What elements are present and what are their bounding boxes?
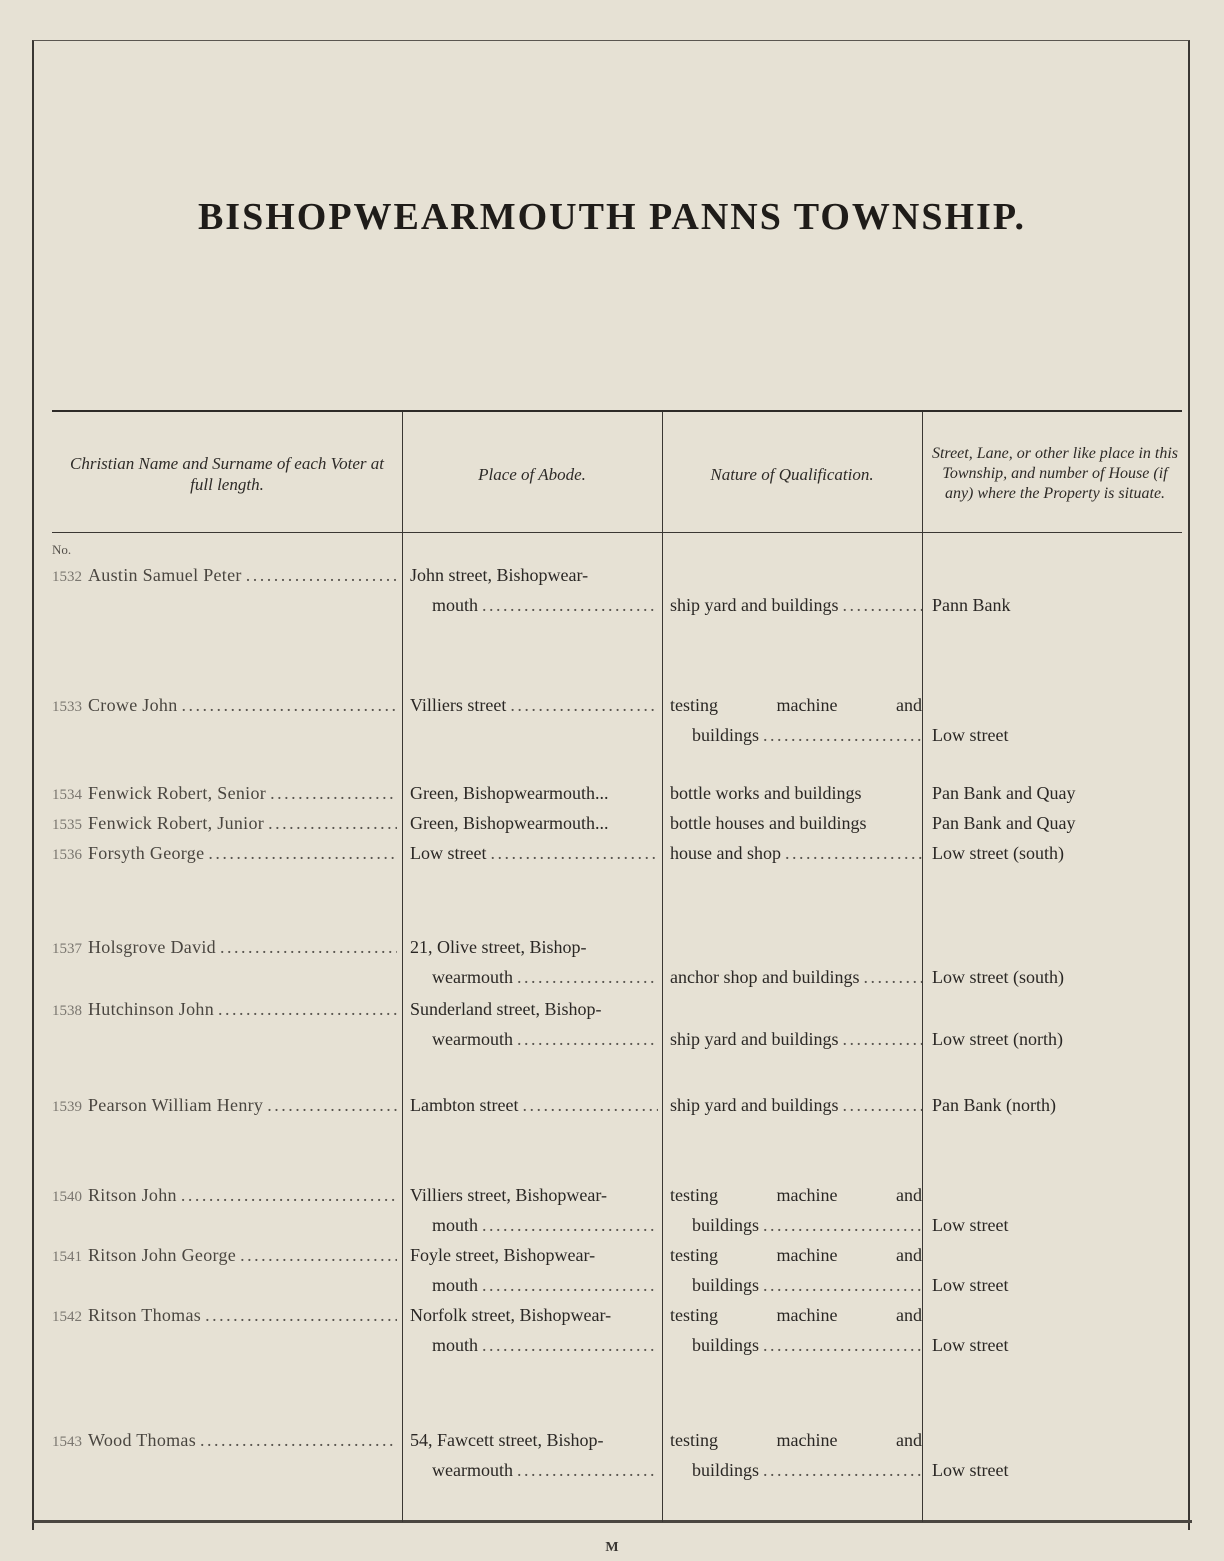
street-text: Low street bbox=[932, 725, 1009, 745]
street-cell bbox=[932, 838, 1172, 868]
qualification-word: testing bbox=[670, 695, 718, 715]
qualification-text: buildings bbox=[692, 1215, 760, 1235]
spacer bbox=[670, 994, 922, 1024]
leader-dots bbox=[763, 1210, 922, 1240]
qualification-word: and bbox=[895, 1430, 922, 1450]
abode-text: 54, Fawcett street, Bishop- bbox=[410, 1430, 604, 1450]
abode-text: wearmouth bbox=[432, 1460, 513, 1480]
leader-dots bbox=[517, 1024, 658, 1054]
street-text: Pan Bank and Quay bbox=[932, 813, 1076, 833]
street-text: Low street bbox=[932, 1460, 1009, 1480]
leader-dots bbox=[268, 808, 397, 838]
voter-name: Fenwick Robert, Junior bbox=[88, 813, 265, 833]
voter-name-cell bbox=[52, 1425, 397, 1457]
voter-name: Wood Thomas bbox=[88, 1430, 197, 1450]
voter-name-cell bbox=[52, 778, 397, 810]
qualification-cell bbox=[670, 690, 922, 750]
leader-dots bbox=[267, 1090, 397, 1120]
leader-dots bbox=[240, 1240, 397, 1270]
voter-name: Ritson John bbox=[88, 1185, 177, 1205]
voter-number: 1532 bbox=[52, 569, 82, 585]
voter-name: Ritson Thomas bbox=[88, 1305, 202, 1325]
leader-dots bbox=[843, 590, 923, 620]
voter-name-cell bbox=[52, 560, 397, 592]
leader-dots bbox=[517, 1455, 658, 1485]
street-text: Low street bbox=[932, 1275, 1009, 1295]
page-title: BISHOPWEARMOUTH PANNS TOWNSHIP. bbox=[197, 196, 1027, 238]
qualification-text bbox=[670, 1425, 922, 1455]
street-cell bbox=[932, 1455, 1172, 1485]
voter-name: Pearson William Henry bbox=[88, 1095, 264, 1115]
leader-dots bbox=[522, 1090, 658, 1120]
qualification-text bbox=[670, 1300, 922, 1330]
spacer bbox=[670, 932, 922, 962]
qualification-cell bbox=[670, 838, 922, 868]
qualification-text: bottle houses and buildings bbox=[670, 813, 867, 833]
column-divider bbox=[922, 412, 923, 1522]
abode-text: wearmouth bbox=[432, 1029, 513, 1049]
qualification-word: and bbox=[895, 1305, 922, 1325]
table-top-rule bbox=[52, 410, 1182, 412]
abode-cell bbox=[410, 1300, 658, 1360]
header-abode: Place of Abode. bbox=[478, 464, 586, 484]
voter-name-cell bbox=[52, 1180, 397, 1212]
leader-dots bbox=[863, 962, 922, 992]
abode-text: Green, Bishopwearmouth... bbox=[410, 783, 609, 803]
qualification-word: machine bbox=[776, 695, 838, 715]
voter-number: 1543 bbox=[52, 1434, 82, 1450]
header-name: Christian Name and Surname of each Voter at full length. bbox=[69, 454, 384, 494]
qualification-word: and bbox=[895, 695, 922, 715]
leader-dots bbox=[220, 932, 397, 962]
leader-dots bbox=[270, 778, 397, 808]
street-cell bbox=[932, 1024, 1172, 1054]
leader-dots bbox=[763, 1330, 922, 1360]
abode-text: mouth bbox=[432, 595, 479, 615]
leader-dots bbox=[208, 838, 397, 868]
abode-cell bbox=[410, 690, 658, 720]
abode-text: mouth bbox=[432, 1335, 479, 1355]
qualification-text bbox=[670, 690, 922, 720]
abode-text: Lambton street bbox=[410, 1095, 519, 1115]
street-text: Low street (south) bbox=[932, 967, 1064, 987]
qualification-text: anchor shop and buildings bbox=[670, 967, 860, 987]
leader-dots bbox=[482, 1270, 658, 1300]
voter-name-cell bbox=[52, 1240, 397, 1272]
abode-cell bbox=[410, 1425, 658, 1485]
street-cell bbox=[932, 720, 1172, 750]
abode-cell bbox=[410, 778, 658, 808]
qualification-word: testing bbox=[670, 1185, 718, 1205]
abode-cell bbox=[410, 560, 658, 620]
qualification-cell bbox=[670, 1180, 922, 1240]
abode-cell bbox=[410, 838, 658, 868]
qualification-cell bbox=[670, 808, 922, 838]
header-street: Street, Lane, or other like place in this Township, and number of House (if any) where the Property is situate. bbox=[931, 445, 1179, 502]
leader-dots bbox=[246, 560, 397, 590]
abode-text: Low street bbox=[410, 843, 487, 863]
qualification-word: testing bbox=[670, 1430, 718, 1450]
qualification-cell bbox=[670, 1425, 922, 1485]
qualification-word: and bbox=[895, 1245, 922, 1265]
leader-dots bbox=[482, 1210, 658, 1240]
street-text: Low street (north) bbox=[932, 1029, 1063, 1049]
qualification-text: ship yard and buildings bbox=[670, 595, 839, 615]
abode-cell bbox=[410, 1090, 658, 1120]
leader-dots bbox=[482, 1330, 658, 1360]
street-cell bbox=[932, 1270, 1172, 1300]
voter-number: 1542 bbox=[52, 1309, 82, 1325]
leader-dots bbox=[482, 590, 658, 620]
qualification-word: machine bbox=[776, 1305, 838, 1325]
leader-dots bbox=[490, 838, 658, 868]
leader-dots bbox=[785, 838, 922, 868]
leader-dots bbox=[763, 1270, 922, 1300]
qualification-word: and bbox=[895, 1185, 922, 1205]
qualification-cell bbox=[670, 1090, 922, 1120]
leader-dots bbox=[763, 1455, 922, 1485]
voter-name-cell bbox=[52, 838, 397, 870]
voter-table bbox=[52, 410, 1182, 1522]
street-text: Low street bbox=[932, 1335, 1009, 1355]
abode-text: John street, Bishopwear- bbox=[410, 565, 589, 585]
qualification-cell bbox=[670, 778, 922, 808]
street-text: Pan Bank (north) bbox=[932, 1095, 1056, 1115]
qualification-text: buildings bbox=[692, 1275, 760, 1295]
header-rule bbox=[52, 532, 1182, 533]
abode-cell bbox=[410, 994, 658, 1054]
voter-name-cell bbox=[52, 1090, 397, 1122]
leader-dots bbox=[843, 1090, 923, 1120]
qualification-word: machine bbox=[776, 1185, 838, 1205]
qualification-text: buildings bbox=[692, 725, 760, 745]
abode-text: Foyle street, Bishopwear- bbox=[410, 1245, 596, 1265]
abode-text: wearmouth bbox=[432, 967, 513, 987]
abode-cell bbox=[410, 1180, 658, 1240]
street-cell bbox=[932, 1090, 1172, 1120]
voter-name: Forsyth George bbox=[88, 843, 205, 863]
qualification-cell bbox=[670, 932, 922, 992]
abode-text: Villiers street, Bishopwear- bbox=[410, 1185, 608, 1205]
qualification-cell bbox=[670, 1300, 922, 1360]
voter-name-cell bbox=[52, 932, 397, 964]
column-divider bbox=[662, 412, 663, 1522]
signature-mark: M bbox=[605, 1540, 619, 1555]
qualification-cell bbox=[670, 1240, 922, 1300]
voter-name-cell bbox=[52, 808, 397, 840]
street-text: Pann Bank bbox=[932, 595, 1011, 615]
qualification-word: machine bbox=[776, 1245, 838, 1265]
qualification-text: buildings bbox=[692, 1335, 760, 1355]
street-cell bbox=[932, 962, 1172, 992]
abode-cell bbox=[410, 808, 658, 838]
voter-number: 1535 bbox=[52, 817, 82, 833]
voter-name-cell bbox=[52, 994, 397, 1026]
street-cell bbox=[932, 590, 1172, 620]
qualification-text: house and shop bbox=[670, 843, 781, 863]
leader-dots bbox=[205, 1300, 397, 1330]
voter-number: 1537 bbox=[52, 941, 82, 957]
abode-cell bbox=[410, 932, 658, 992]
leader-dots bbox=[510, 690, 658, 720]
qualification-cell bbox=[670, 560, 922, 620]
voter-name: Ritson John George bbox=[88, 1245, 237, 1265]
qualification-word: testing bbox=[670, 1245, 718, 1265]
street-text: Pan Bank and Quay bbox=[932, 783, 1076, 803]
street-text: Low street (south) bbox=[932, 843, 1064, 863]
voter-name: Austin Samuel Peter bbox=[88, 565, 242, 585]
leader-dots bbox=[218, 994, 397, 1024]
qualification-text: bottle works and buildings bbox=[670, 783, 862, 803]
leader-dots bbox=[200, 1425, 397, 1455]
number-label: No. bbox=[52, 542, 72, 557]
voter-number: 1540 bbox=[52, 1189, 82, 1205]
qualification-word: machine bbox=[776, 1430, 838, 1450]
leader-dots bbox=[763, 720, 922, 750]
voter-name-cell bbox=[52, 690, 397, 722]
abode-text: Norfolk street, Bishopwear- bbox=[410, 1305, 612, 1325]
street-cell bbox=[932, 1210, 1172, 1240]
street-cell bbox=[932, 808, 1172, 838]
qualification-text: ship yard and buildings bbox=[670, 1029, 839, 1049]
abode-text: mouth bbox=[432, 1275, 479, 1295]
voter-number: 1539 bbox=[52, 1099, 82, 1115]
street-cell bbox=[932, 1330, 1172, 1360]
spacer bbox=[670, 560, 922, 590]
qualification-text bbox=[670, 1240, 922, 1270]
voter-number: 1541 bbox=[52, 1249, 82, 1265]
street-cell bbox=[932, 778, 1172, 808]
voter-name: Holsgrove David bbox=[88, 937, 216, 957]
voter-name: Fenwick Robert, Senior bbox=[88, 783, 267, 803]
voter-number: 1533 bbox=[52, 699, 82, 715]
abode-text: Sunderland street, Bishop- bbox=[410, 999, 602, 1019]
voter-number: 1534 bbox=[52, 787, 82, 803]
leader-dots bbox=[517, 962, 658, 992]
abode-cell bbox=[410, 1240, 658, 1300]
leader-dots bbox=[843, 1024, 923, 1054]
voter-name: Hutchinson John bbox=[88, 999, 214, 1019]
abode-text: Green, Bishopwearmouth... bbox=[410, 813, 609, 833]
header-nature: Nature of Qualification. bbox=[710, 464, 874, 484]
voter-number: 1538 bbox=[52, 1003, 82, 1019]
abode-text: 21, Olive street, Bishop- bbox=[410, 937, 587, 957]
column-divider bbox=[402, 412, 403, 1522]
abode-text: Villiers street bbox=[410, 695, 507, 715]
street-text: Low street bbox=[932, 1215, 1009, 1235]
qualification-text: ship yard and buildings bbox=[670, 1095, 839, 1115]
leader-dots bbox=[181, 1180, 397, 1210]
voter-name: Crowe John bbox=[88, 695, 178, 715]
qualification-cell bbox=[670, 994, 922, 1054]
voter-name-cell bbox=[52, 1300, 397, 1332]
qualification-text: buildings bbox=[692, 1460, 760, 1480]
qualification-text bbox=[670, 1180, 922, 1210]
voter-number: 1536 bbox=[52, 847, 82, 863]
abode-text: mouth bbox=[432, 1215, 479, 1235]
qualification-word: testing bbox=[670, 1305, 718, 1325]
leader-dots bbox=[182, 690, 398, 720]
